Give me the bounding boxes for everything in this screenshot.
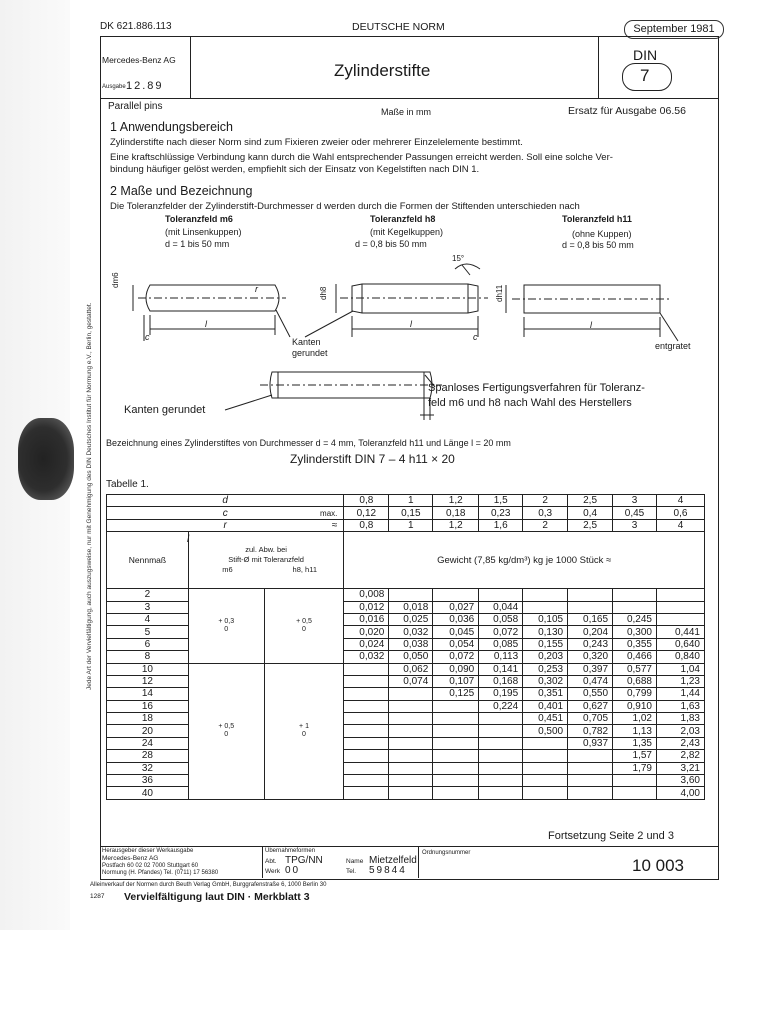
tolerance-m6-small: + 0,3 0 <box>188 589 264 663</box>
spanlos-line2: feld m6 und h8 nach Wahl des Herstellers <box>428 397 632 409</box>
length-cell: 4 <box>107 613 189 625</box>
c-note: max. <box>320 508 338 518</box>
weight-cell: 2,43 <box>657 737 705 749</box>
weight-cell: 0,204 <box>568 626 613 638</box>
abt-label: Abt. <box>265 858 277 865</box>
h11-title: Toleranzfeld h11 <box>562 214 632 224</box>
dim-l-m6: l <box>205 319 207 329</box>
weight-cell <box>344 713 389 725</box>
length-cell: 3 <box>107 601 189 613</box>
weight-cell: 0,036 <box>433 613 479 625</box>
tel-label: Tel. <box>346 868 357 875</box>
c-cell: 0,12 <box>344 507 389 519</box>
weight-cell: 0,062 <box>389 663 433 675</box>
r-row <box>107 519 705 531</box>
footer-divider <box>100 846 719 847</box>
h11-range: d = 0,8 bis 50 mm <box>562 240 634 250</box>
pin-weight-table <box>106 494 705 800</box>
dim-dm6: dm6 <box>111 272 120 288</box>
weight-cell: 1,44 <box>657 688 705 700</box>
weight-cell: 0,168 <box>479 675 523 687</box>
footer-divider-1 <box>262 846 263 878</box>
weight-cell <box>433 589 479 601</box>
dim-dh8: dh8 <box>319 286 328 300</box>
weight-cell <box>344 675 389 687</box>
length-cell: 40 <box>107 787 189 799</box>
weight-cell: 2,82 <box>657 750 705 762</box>
weight-cell <box>433 713 479 725</box>
weight-cell <box>479 762 523 774</box>
weight-cell: 0,397 <box>568 663 613 675</box>
designation-example: Zylinderstift DIN 7 – 4 h11 × 20 <box>290 452 455 466</box>
weight-cell: 0,155 <box>523 638 568 650</box>
section2-heading: 2 Maße und Bezeichnung <box>110 184 253 198</box>
werk-label: Werk <box>265 868 281 875</box>
weight-cell: 0,032 <box>344 651 389 663</box>
weight-cell <box>344 725 389 737</box>
weight-cell: 0,474 <box>568 675 613 687</box>
m6-subtitle: (mit Linsenkuppen) <box>165 227 242 237</box>
weight-cell <box>568 601 613 613</box>
label-kanten-gerundet: Kanten gerundet <box>292 337 328 358</box>
dk-number: DK 621.886.113 <box>100 21 172 32</box>
label-entgratet: entgratet <box>655 341 691 351</box>
weight-cell: 0,016 <box>344 613 389 625</box>
publisher-name: Mercedes-Benz AG <box>102 855 159 862</box>
weight-cell <box>389 700 433 712</box>
d-cell: 1,2 <box>433 495 479 507</box>
weight-cell <box>389 775 433 787</box>
r-cell: 1 <box>389 519 433 531</box>
weight-cell: 0,018 <box>389 601 433 613</box>
d-cell: 2,5 <box>568 495 613 507</box>
weight-cell: 1,79 <box>613 762 657 774</box>
weight-cell <box>523 775 568 787</box>
length-cell: 36 <box>107 775 189 787</box>
weight-cell <box>433 725 479 737</box>
c-cell: 0,15 <box>389 507 433 519</box>
weight-cell <box>568 787 613 799</box>
weight-cell: 0,027 <box>433 601 479 613</box>
weight-cell: 0,401 <box>523 700 568 712</box>
length-cell: 16 <box>107 700 189 712</box>
code-note: 1287 <box>90 893 105 900</box>
weight-cell <box>433 762 479 774</box>
header-row <box>107 532 705 589</box>
d-cell: 2 <box>523 495 568 507</box>
header-divider <box>100 98 719 99</box>
weight-cell: 0,627 <box>568 700 613 712</box>
replaces-note: Ersatz für Ausgabe 06.56 <box>568 105 686 117</box>
r-cell: 4 <box>657 519 705 531</box>
ausgabe-value: 12.89 <box>126 80 164 92</box>
weight-cell <box>433 700 479 712</box>
length-cell: 20 <box>107 725 189 737</box>
units-note: Maße in mm <box>381 107 432 117</box>
header-divider-left <box>190 36 191 98</box>
weight-cell: 0,024 <box>344 638 389 650</box>
dim-l-h11: l <box>590 320 592 330</box>
weight-cell: 0,038 <box>389 638 433 650</box>
weight-cell: 0,937 <box>568 737 613 749</box>
weight-cell: 0,072 <box>479 626 523 638</box>
section1-line1: Zylinderstifte nach dieser Norm sind zum Fixieren zweier oder mehrerer Einzelelemente bestimmt. <box>110 137 523 148</box>
weight-cell: 0,012 <box>344 601 389 613</box>
dim-dh11: dh11 <box>495 284 504 302</box>
weight-cell: 0,203 <box>523 651 568 663</box>
gewicht-label: Gewicht (7,85 kg/dm³) kg je 1000 Stück ≈ <box>344 532 705 589</box>
d-label: d <box>222 495 228 507</box>
angle-15: 15° <box>452 254 465 263</box>
vertical-copyright-note: Jede Art der Vervielfältigung, auch auszugsweise, nur mit Genehmigung des DIN Deutsches Institut für Normung e.V., Berlin, gestattet. <box>86 302 93 690</box>
r-cell: 2 <box>523 519 568 531</box>
weight-cell: 1,02 <box>613 713 657 725</box>
vervielfaeltigung-note: Vervielfältigung laut DIN · Merkblatt 3 <box>124 891 310 903</box>
r-label: r <box>223 519 227 531</box>
weight-cell: 0,253 <box>523 663 568 675</box>
weight-cell <box>479 713 523 725</box>
owner-label: Übernahmeformen <box>265 848 316 854</box>
weight-cell <box>523 762 568 774</box>
weight-cell: 0,466 <box>613 651 657 663</box>
r-note: ≈ <box>331 519 338 531</box>
page-title: Zylinderstifte <box>334 61 431 80</box>
weight-cell <box>523 737 568 749</box>
weight-cell: 0,300 <box>613 626 657 638</box>
weight-cell <box>479 737 523 749</box>
weight-cell <box>344 688 389 700</box>
length-cell: 2 <box>107 589 189 601</box>
weight-cell <box>657 601 705 613</box>
weight-cell: 0,451 <box>523 713 568 725</box>
weight-cell: 0,025 <box>389 613 433 625</box>
d-cell: 3 <box>613 495 657 507</box>
length-cell: 12 <box>107 675 189 687</box>
r-cell: 0,8 <box>344 519 389 531</box>
order-label: Ordnungsnummer <box>422 850 471 856</box>
weight-cell <box>568 750 613 762</box>
designation-text: Bezeichnung eines Zylinderstiftes von Durchmesser d = 4 mm, Toleranzfeld h11 und Länge l = 20 mm <box>106 438 511 448</box>
weight-cell <box>344 663 389 675</box>
weight-cell: 0,074 <box>389 675 433 687</box>
publisher-norm: Normung (H. Pfandes) Tel. (0711) 17 56380 <box>102 870 219 876</box>
weight-cell <box>568 775 613 787</box>
weight-cell: 0,799 <box>613 688 657 700</box>
spanlos-line1: Spanloses Fertigungsverfahren für Toleranz- <box>428 382 645 394</box>
weight-cell <box>613 787 657 799</box>
length-cell: 28 <box>107 750 189 762</box>
dim-l-h8: l <box>410 319 412 329</box>
weight-cell: 0,245 <box>613 613 657 625</box>
weight-cell: 1,13 <box>613 725 657 737</box>
norm-type: DEUTSCHE NORM <box>352 21 445 33</box>
weight-cell: 0,020 <box>344 626 389 638</box>
length-cell: 14 <box>107 688 189 700</box>
alleinverkauf-note: Alleinverkauf der Normen durch Beuth Verlag GmbH, Burggrafenstraße 6, 1000 Berlin 30 <box>90 882 327 888</box>
weight-cell: 0,008 <box>344 589 389 601</box>
c-cell: 0,4 <box>568 507 613 519</box>
r-cell: 3 <box>613 519 657 531</box>
h11-subtitle: (ohne Kuppen) <box>572 229 632 239</box>
weight-cell <box>344 737 389 749</box>
length-cell: 18 <box>107 713 189 725</box>
tolerance-m6-large: + 0,5 0 <box>188 663 264 799</box>
weight-cell: 4,00 <box>657 787 705 799</box>
weight-cell <box>568 762 613 774</box>
zul-line2: Stift-Ø mit Toleranzfeld <box>228 555 304 565</box>
weight-cell <box>568 589 613 601</box>
weight-cell <box>433 775 479 787</box>
d-cell: 1 <box>389 495 433 507</box>
weight-cell: 0,090 <box>433 663 479 675</box>
weight-cell: 0,441 <box>657 626 705 638</box>
section1-line3: bindung häufiger gelöst werden, empfiehlt sich der Einsatz von Kegelstiften nach DIN 1. <box>110 164 480 175</box>
table-row <box>107 663 705 675</box>
weight-cell <box>344 762 389 774</box>
weight-cell: 1,04 <box>657 663 705 675</box>
weight-cell: 0,355 <box>613 638 657 650</box>
weight-cell <box>389 713 433 725</box>
section1-line2: Eine kraftschlüssige Verbindung kann durch die Wahl entsprechender Passungen erreicht werden. Soll eine solche Ver- <box>110 152 613 163</box>
weight-cell: 1,63 <box>657 700 705 712</box>
l-label: l <box>187 534 190 546</box>
dim-r: r <box>255 284 258 294</box>
r-cell: 1,6 <box>479 519 523 531</box>
weight-cell <box>433 737 479 749</box>
weight-cell: 0,320 <box>568 651 613 663</box>
weight-cell <box>479 725 523 737</box>
h8-subtitle: (mit Kegelkuppen) <box>370 227 444 237</box>
weight-cell <box>389 750 433 762</box>
header-divider-right <box>598 36 599 98</box>
weight-cell: 0,165 <box>568 613 613 625</box>
weight-cell: 0,125 <box>433 688 479 700</box>
weight-cell <box>479 750 523 762</box>
table-caption: Tabelle 1. <box>106 479 149 490</box>
weight-cell: 0,050 <box>389 651 433 663</box>
weight-cell: 2,03 <box>657 725 705 737</box>
nennmass-label: Nennmaß <box>128 554 167 565</box>
h8-title: Toleranzfeld h8 <box>370 214 436 224</box>
weight-cell <box>479 787 523 799</box>
tel-value: 59844 <box>369 865 407 876</box>
length-cell: 8 <box>107 651 189 663</box>
weight-cell <box>523 750 568 762</box>
weight-cell: 3,21 <box>657 762 705 774</box>
weight-cell: 0,640 <box>657 638 705 650</box>
h8-range: d = 0,8 bis 50 mm <box>355 239 427 249</box>
weight-cell: 0,058 <box>479 613 523 625</box>
name-value: Mietzelfeld <box>369 855 417 866</box>
weight-cell <box>344 787 389 799</box>
weight-cell: 0,141 <box>479 663 523 675</box>
din-label: DIN <box>633 47 658 63</box>
publisher-label: Herausgeber dieser Werkausgabe <box>102 848 194 854</box>
weight-cell <box>479 589 523 601</box>
length-cell: 5 <box>107 626 189 638</box>
weight-cell: 1,83 <box>657 713 705 725</box>
d-cell: 1,5 <box>479 495 523 507</box>
ausgabe-label: Ausgabe <box>102 84 126 90</box>
company-name: Mercedes-Benz AG <box>102 55 176 65</box>
weight-cell: 0,782 <box>568 725 613 737</box>
section1-heading: 1 Anwendungsbereich <box>110 120 234 134</box>
continuation-note: Fortsetzung Seite 2 und 3 <box>548 830 674 842</box>
weight-cell: 0,130 <box>523 626 568 638</box>
c-cell: 0,45 <box>613 507 657 519</box>
weight-cell: 0,705 <box>568 713 613 725</box>
weight-cell <box>613 589 657 601</box>
weight-cell: 0,550 <box>568 688 613 700</box>
weight-cell: 0,072 <box>433 651 479 663</box>
weight-cell: 1,57 <box>613 750 657 762</box>
weight-cell <box>389 725 433 737</box>
weight-cell <box>389 762 433 774</box>
din-number: 7 <box>640 66 650 85</box>
weight-cell: 0,577 <box>613 663 657 675</box>
tolerance-h8-large: + 1 0 <box>264 663 344 799</box>
publisher-address: Postfach 60 02 02 7000 Stuttgart 60 <box>102 863 199 869</box>
weight-cell <box>657 589 705 601</box>
m6-title: Toleranzfeld m6 <box>165 214 233 224</box>
weight-cell <box>389 787 433 799</box>
table-row <box>107 589 705 601</box>
abt-value: TPG/NN <box>285 855 323 866</box>
weight-cell: 3,60 <box>657 775 705 787</box>
weight-cell: 0,688 <box>613 675 657 687</box>
tolerance-h8-small: + 0,5 0 <box>264 589 344 663</box>
c-cell: 0,23 <box>479 507 523 519</box>
footer-divider-2 <box>418 846 419 878</box>
weight-cell: 0,224 <box>479 700 523 712</box>
weight-cell <box>479 775 523 787</box>
weight-cell: 0,243 <box>568 638 613 650</box>
dim-c-h8: c <box>473 332 478 342</box>
section2-intro: Die Toleranzfelder der Zylinderstift-Durchmesser d werden durch die Formen der Stiftenden unterschieden nach <box>110 201 580 212</box>
weight-cell <box>613 601 657 613</box>
weight-cell: 0,500 <box>523 725 568 737</box>
c-row <box>107 507 705 519</box>
date-badge: September 1981 <box>624 20 724 39</box>
weight-cell: 0,045 <box>433 626 479 638</box>
weight-cell: 0,107 <box>433 675 479 687</box>
length-cell: 32 <box>107 762 189 774</box>
weight-cell <box>389 688 433 700</box>
length-cell: 6 <box>107 638 189 650</box>
name-label: Name <box>346 858 364 865</box>
weight-cell <box>523 589 568 601</box>
weight-cell: 0,105 <box>523 613 568 625</box>
weight-cell: 0,054 <box>433 638 479 650</box>
weight-cell: 1,35 <box>613 737 657 749</box>
weight-cell: 0,032 <box>389 626 433 638</box>
length-cell: 10 <box>107 663 189 675</box>
werk-value: 00 <box>285 865 301 876</box>
c-cell: 0,18 <box>433 507 479 519</box>
weight-cell: 0,910 <box>613 700 657 712</box>
length-cell: 24 <box>107 737 189 749</box>
weight-cell: 1,23 <box>657 675 705 687</box>
weight-cell: 0,840 <box>657 651 705 663</box>
c-cell: 0,3 <box>523 507 568 519</box>
label-kanten-gerundet-lower: Kanten gerundet <box>124 404 206 416</box>
document-number: 10 003 <box>632 856 684 875</box>
weight-cell <box>344 750 389 762</box>
zul-line1: zul. Abw. bei <box>245 545 287 555</box>
weight-cell <box>657 613 705 625</box>
d-row <box>107 495 705 507</box>
d-cell: 0,8 <box>344 495 389 507</box>
h8h11-col-label: h8, h11 <box>292 565 317 575</box>
weight-cell <box>613 775 657 787</box>
weight-cell: 0,351 <box>523 688 568 700</box>
weight-cell <box>433 787 479 799</box>
english-title: Parallel pins <box>108 101 163 112</box>
c-cell: 0,6 <box>657 507 705 519</box>
m6-range: d = 1 bis 50 mm <box>165 239 230 249</box>
weight-cell <box>523 601 568 613</box>
weight-cell: 0,044 <box>479 601 523 613</box>
ink-stamp <box>18 418 74 500</box>
weight-cell: 0,302 <box>523 675 568 687</box>
weight-cell <box>389 589 433 601</box>
dim-c-m6: c <box>145 332 150 342</box>
weight-cell <box>344 775 389 787</box>
m6-col-label: m6 <box>222 565 233 575</box>
weight-cell: 0,195 <box>479 688 523 700</box>
weight-cell <box>523 787 568 799</box>
weight-cell: 0,113 <box>479 651 523 663</box>
c-label: c <box>222 507 228 519</box>
r-cell: 2,5 <box>568 519 613 531</box>
d-cell: 4 <box>657 495 705 507</box>
weight-cell <box>433 750 479 762</box>
weight-cell: 0,085 <box>479 638 523 650</box>
weight-cell <box>344 700 389 712</box>
r-cell: 1,2 <box>433 519 479 531</box>
weight-cell <box>389 737 433 749</box>
